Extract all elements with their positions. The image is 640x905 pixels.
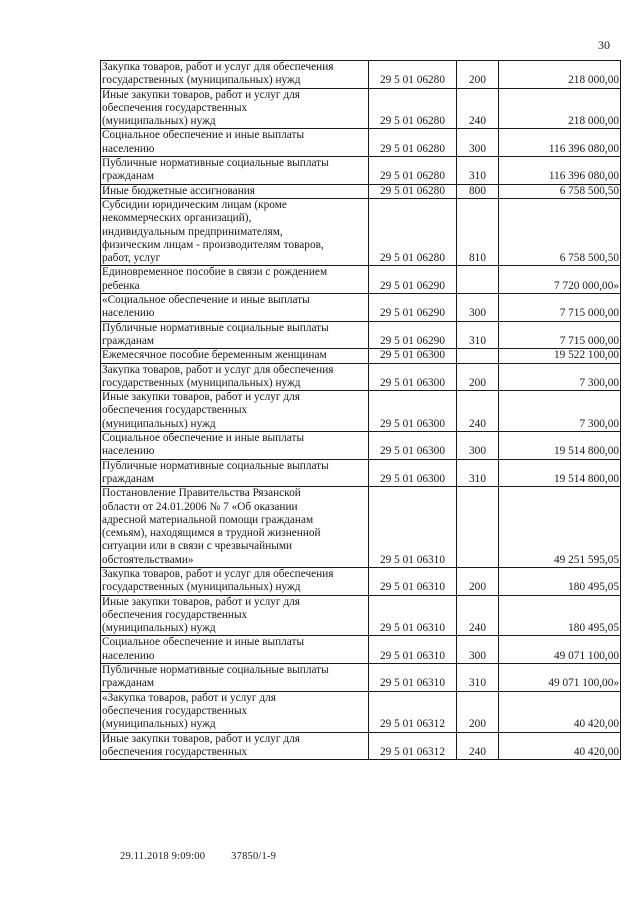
table-row (101, 61, 621, 89)
row-kvr-cell: 200 (457, 567, 499, 595)
row-kvr-cell: 200 (457, 61, 499, 89)
row-name-cell: Социальное обеспечение и иные выплаты населению (101, 636, 369, 664)
row-amount-cell: 40 420,00 (499, 691, 621, 732)
row-code-cell: 29 5 01 06290 (369, 266, 457, 294)
row-amount-cell: 6 758 500,50 (499, 184, 621, 198)
row-name-cell: Закупка товаров, работ и услуг для обеспечения государственных (муниципальных) нужд (101, 61, 369, 89)
row-name-cell: Иные закупки товаров, работ и услуг для обеспечения государственных (муниципальных) нужд (101, 88, 369, 129)
row-kvr-cell: 240 (457, 391, 499, 432)
row-kvr-cell: 810 (457, 198, 499, 265)
row-name-cell: «Социальное обеспечение и иные выплаты населению (101, 294, 369, 322)
table-row (101, 321, 621, 349)
row-kvr-cell: 310 (457, 321, 499, 349)
row-kvr-cell: 300 (457, 129, 499, 157)
row-amount-cell: 19 514 800,00 (499, 459, 621, 487)
row-code-cell: 29 5 01 06280 (369, 129, 457, 157)
row-code-cell: 29 5 01 06312 (369, 691, 457, 732)
row-name-cell: «Закупка товаров, работ и услуг для обеспечения государственных (муниципальных) нужд (101, 691, 369, 732)
table-row (101, 732, 621, 760)
table-row (101, 88, 621, 129)
budget-table (100, 60, 621, 760)
row-name-cell: Публичные нормативные социальные выплаты гражданам (101, 459, 369, 487)
row-amount-cell: 19 522 100,00 (499, 349, 621, 363)
table-row (101, 595, 621, 636)
row-amount-cell: 49 071 100,00» (499, 664, 621, 692)
row-amount-cell: 40 420,00 (499, 732, 621, 760)
table-row (101, 157, 621, 185)
row-name-cell: Единовременное пособие в связи с рождением ребенка (101, 266, 369, 294)
row-code-cell: 29 5 01 06280 (369, 61, 457, 89)
table-row (101, 198, 621, 265)
row-kvr-cell: 310 (457, 459, 499, 487)
table-row (101, 432, 621, 460)
table-row (101, 567, 621, 595)
table-row (101, 363, 621, 391)
row-amount-cell: 6 758 500,50 (499, 198, 621, 265)
table-row (101, 664, 621, 692)
row-name-cell: Иные закупки товаров, работ и услуг для обеспечения государственных (101, 732, 369, 760)
row-amount-cell: 7 720 000,00» (499, 266, 621, 294)
row-name-cell: Закупка товаров, работ и услуг для обеспечения государственных (муниципальных) нужд (101, 363, 369, 391)
row-kvr-cell (457, 487, 499, 568)
row-name-cell: Постановление Правительства Рязанской области от 24.01.2006 № 7 «Об оказании адресной материальной помощи гражданам (семьям), находящимся в трудной жизненной ситуации или в связи с чрезвычайными обстоятельствами» (101, 487, 369, 568)
row-name-cell: Публичные нормативные социальные выплаты гражданам (101, 157, 369, 185)
row-code-cell: 29 5 01 06300 (369, 391, 457, 432)
table-row (101, 129, 621, 157)
row-kvr-cell: 300 (457, 432, 499, 460)
row-code-cell: 29 5 01 06310 (369, 595, 457, 636)
row-name-cell: Субсидии юридическим лицам (кроме некоммерческих организаций), индивидуальным предпринимателям, физическим лицам - производителям товаров, работ, услуг (101, 198, 369, 265)
row-name-cell: Публичные нормативные социальные выплаты гражданам (101, 321, 369, 349)
footer-doc-id: 37850/1-9 (231, 851, 277, 862)
row-amount-cell: 180 495,05 (499, 595, 621, 636)
row-amount-cell: 7 300,00 (499, 391, 621, 432)
row-code-cell: 29 5 01 06290 (369, 321, 457, 349)
row-kvr-cell: 240 (457, 732, 499, 760)
table-row (101, 391, 621, 432)
row-code-cell: 29 5 01 06310 (369, 664, 457, 692)
row-code-cell: 29 5 01 06280 (369, 88, 457, 129)
row-name-cell: Иные закупки товаров, работ и услуг для обеспечения государственных (муниципальных) нужд (101, 391, 369, 432)
row-amount-cell: 116 396 080,00 (499, 157, 621, 185)
row-kvr-cell: 310 (457, 664, 499, 692)
row-name-cell: Социальное обеспечение и иные выплаты населению (101, 129, 369, 157)
row-kvr-cell: 310 (457, 157, 499, 185)
row-name-cell: Закупка товаров, работ и услуг для обеспечения государственных (муниципальных) нужд (101, 567, 369, 595)
row-amount-cell: 7 300,00 (499, 363, 621, 391)
row-amount-cell: 7 715 000,00 (499, 321, 621, 349)
row-amount-cell: 180 495,05 (499, 567, 621, 595)
row-code-cell: 29 5 01 06300 (369, 349, 457, 363)
row-code-cell: 29 5 01 06310 (369, 567, 457, 595)
table-body (101, 61, 621, 760)
row-kvr-cell: 800 (457, 184, 499, 198)
table-row (101, 487, 621, 568)
row-amount-cell: 49 251 595,05 (499, 487, 621, 568)
table-row (101, 636, 621, 664)
row-name-cell: Иные закупки товаров, работ и услуг для обеспечения государственных (муниципальных) нужд (101, 595, 369, 636)
table-row (101, 266, 621, 294)
row-kvr-cell: 300 (457, 294, 499, 322)
footer-datetime: 29.11.2018 9:09:00 (120, 851, 206, 862)
row-kvr-cell: 300 (457, 636, 499, 664)
row-kvr-cell: 200 (457, 691, 499, 732)
row-code-cell: 29 5 01 06300 (369, 363, 457, 391)
footer-stamp (120, 851, 276, 862)
row-kvr-cell: 200 (457, 363, 499, 391)
row-name-cell: Социальное обеспечение и иные выплаты населению (101, 432, 369, 460)
row-code-cell: 29 5 01 06280 (369, 157, 457, 185)
row-amount-cell: 116 396 080,00 (499, 129, 621, 157)
row-code-cell: 29 5 01 06300 (369, 432, 457, 460)
row-code-cell: 29 5 01 06312 (369, 732, 457, 760)
row-code-cell: 29 5 01 06280 (369, 184, 457, 198)
row-code-cell: 29 5 01 06300 (369, 459, 457, 487)
row-name-cell: Ежемесячное пособие беременным женщинам (101, 349, 369, 363)
row-amount-cell: 49 071 100,00 (499, 636, 621, 664)
row-amount-cell: 218 000,00 (499, 88, 621, 129)
row-code-cell: 29 5 01 06310 (369, 487, 457, 568)
row-kvr-cell: 240 (457, 595, 499, 636)
row-kvr-cell (457, 266, 499, 294)
table-row (101, 459, 621, 487)
row-amount-cell: 218 000,00 (499, 61, 621, 89)
row-code-cell: 29 5 01 06280 (369, 198, 457, 265)
row-code-cell: 29 5 01 06290 (369, 294, 457, 322)
row-name-cell: Публичные нормативные социальные выплаты гражданам (101, 664, 369, 692)
page-number: 30 (598, 38, 610, 52)
row-amount-cell: 7 715 000,00 (499, 294, 621, 322)
row-name-cell: Иные бюджетные ассигнования (101, 184, 369, 198)
row-kvr-cell: 240 (457, 88, 499, 129)
table-row (101, 184, 621, 198)
table-row (101, 294, 621, 322)
row-amount-cell: 19 514 800,00 (499, 432, 621, 460)
table-row (101, 691, 621, 732)
row-kvr-cell (457, 349, 499, 363)
table-row (101, 349, 621, 363)
row-code-cell: 29 5 01 06310 (369, 636, 457, 664)
